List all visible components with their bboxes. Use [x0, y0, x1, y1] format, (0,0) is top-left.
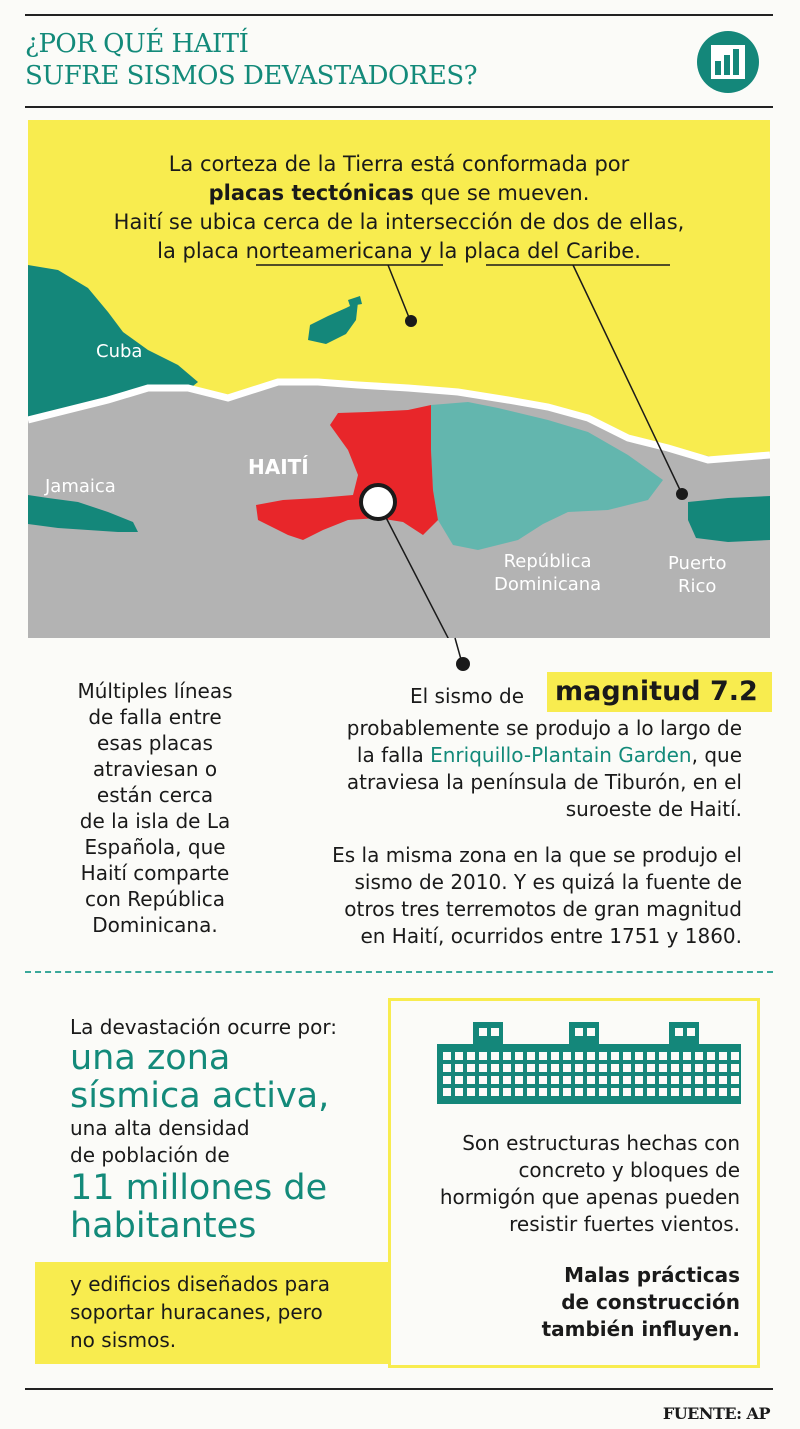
intro-bold: placas tectónicas	[208, 181, 414, 205]
p1-line: probablemente se produjo a lo largo de	[346, 716, 742, 740]
fault-name: Enriquillo-Plantain Garden	[430, 743, 692, 767]
building-window	[611, 1088, 619, 1096]
building-window	[587, 1088, 595, 1096]
label-rd-line1: República	[503, 551, 592, 572]
building-window	[515, 1088, 523, 1096]
intro-l4-e: .	[634, 239, 641, 263]
density-line-2: de población de	[70, 1143, 230, 1167]
building-window	[671, 1076, 679, 1084]
building-window	[443, 1064, 451, 1072]
sismo-prefix: El sismo de	[410, 684, 525, 708]
title-line-2: SUFRE SISMOS DEVASTADORES?	[25, 61, 478, 91]
p1-line	[290, 742, 742, 769]
structures-line: hormigón que apenas pueden	[439, 1185, 740, 1209]
building-window	[623, 1076, 631, 1084]
fault-line-text: Dominicana.	[92, 913, 218, 937]
building-window	[539, 1064, 547, 1072]
building-window	[695, 1088, 703, 1096]
building-window	[503, 1052, 511, 1060]
building-window	[695, 1064, 703, 1072]
building-window	[575, 1076, 583, 1084]
fault-line-text: Múltiples líneas	[77, 679, 233, 703]
building-window	[563, 1064, 571, 1072]
building-window	[659, 1088, 667, 1096]
p1-l2-a: la falla	[356, 743, 431, 767]
building-window	[687, 1028, 695, 1036]
building-window	[455, 1064, 463, 1072]
building-window	[671, 1088, 679, 1096]
building-window	[551, 1076, 559, 1084]
building-window	[455, 1076, 463, 1084]
building-window	[647, 1088, 655, 1096]
fault-line-text: atraviesan o	[92, 757, 218, 781]
building-window	[479, 1064, 487, 1072]
building-window	[491, 1088, 499, 1096]
label-cuba: Cuba	[96, 341, 143, 362]
building-window	[719, 1064, 727, 1072]
building-window	[599, 1052, 607, 1060]
building-window	[527, 1064, 535, 1072]
building-window	[659, 1052, 667, 1060]
building-window	[503, 1088, 511, 1096]
p2-line: en Haití, ocurridos entre 1751 y 1860.	[360, 924, 742, 948]
p2-line: sismo de 2010. Y es quizá la fuente de	[354, 870, 742, 894]
building-window	[731, 1088, 739, 1096]
building-window	[467, 1064, 475, 1072]
building-window	[455, 1088, 463, 1096]
intro-line-3: Haití se ubica cerca de la intersección de dos de ellas,	[113, 210, 685, 234]
title-line-1: ¿POR QUÉ HAITÍ	[25, 29, 249, 59]
density-line-1: una alta densidad	[70, 1116, 250, 1140]
building-window	[731, 1064, 739, 1072]
building-window	[491, 1052, 499, 1060]
building-window	[707, 1052, 715, 1060]
source-credit: FUENTE: AP	[662, 1404, 770, 1423]
building-window	[731, 1076, 739, 1084]
building-window	[599, 1064, 607, 1072]
building-window	[563, 1088, 571, 1096]
building-window	[623, 1088, 631, 1096]
building-window	[443, 1052, 451, 1060]
building-window	[587, 1064, 595, 1072]
bad-practices-line: Malas prácticas	[564, 1263, 740, 1287]
building-window	[479, 1052, 487, 1060]
building-window	[467, 1088, 475, 1096]
section-divider	[25, 971, 773, 973]
building-window	[467, 1052, 475, 1060]
building-window	[611, 1064, 619, 1072]
building-window	[563, 1052, 571, 1060]
building-window	[575, 1064, 583, 1072]
building-window	[623, 1052, 631, 1060]
fault-line-text: Española, que	[84, 835, 226, 859]
building-window	[515, 1052, 523, 1060]
structures-line: Son estructuras hechas con	[462, 1131, 740, 1155]
building-window	[479, 1088, 487, 1096]
building-window	[491, 1076, 499, 1084]
building-window	[491, 1028, 499, 1036]
epicenter-pointer-dot	[456, 657, 470, 671]
p2-line: Es la misma zona en la que se produjo el	[332, 843, 742, 867]
building-window	[563, 1076, 571, 1084]
bad-practices-line: de construcción	[561, 1290, 740, 1314]
building-window	[647, 1052, 655, 1060]
building-window	[551, 1064, 559, 1072]
building-window	[623, 1064, 631, 1072]
fault-line-text: con República	[85, 887, 225, 911]
label-jamaica: Jamaica	[45, 476, 116, 497]
building-window	[539, 1088, 547, 1096]
population-line-1: 11 millones de	[70, 1168, 328, 1208]
structures-line: resistir fuertes vientos.	[509, 1212, 740, 1236]
bad-practices-text	[395, 1262, 740, 1343]
fault-lines-text	[40, 678, 270, 938]
building-window	[611, 1076, 619, 1084]
bad-practices-line: también influyen.	[541, 1317, 740, 1341]
building-window	[587, 1076, 595, 1084]
building-window	[683, 1052, 691, 1060]
building-window	[719, 1088, 727, 1096]
building-window	[539, 1052, 547, 1060]
building-window	[683, 1076, 691, 1084]
building-window	[587, 1052, 595, 1060]
hurricane-text	[70, 1270, 330, 1354]
p1-line: suroeste de Haití.	[565, 797, 742, 821]
intro-l4-c: y la	[412, 239, 465, 263]
label-pr-line1: Puerto	[668, 553, 727, 574]
building-window	[467, 1076, 475, 1084]
building-window	[575, 1028, 583, 1036]
building-window	[527, 1088, 535, 1096]
building-window	[719, 1052, 727, 1060]
hurricane-line: no sismos.	[70, 1328, 177, 1352]
bottom-rule	[25, 1388, 773, 1390]
fault-line-text: Haití comparte	[80, 861, 230, 885]
building-window	[539, 1076, 547, 1084]
building-window	[719, 1076, 727, 1084]
population-line-2: habitantes	[70, 1206, 257, 1246]
building-window	[671, 1052, 679, 1060]
building-window	[515, 1064, 523, 1072]
building-window	[647, 1076, 655, 1084]
hurricane-line: soportar huracanes, pero	[70, 1300, 323, 1324]
building-window	[479, 1028, 487, 1036]
building-window	[683, 1064, 691, 1072]
label-rd-line2: Dominicana	[494, 574, 602, 595]
building-window	[635, 1088, 643, 1096]
building-window	[731, 1052, 739, 1060]
buildings-icon	[437, 1022, 741, 1104]
building-window	[611, 1052, 619, 1060]
building-window	[551, 1052, 559, 1060]
building-window	[707, 1064, 715, 1072]
intro-line-2-rest: que se mueven.	[413, 181, 590, 205]
label-haiti: HAITÍ	[248, 455, 309, 479]
building-window	[491, 1064, 499, 1072]
active-zone-line-2: sísmica activa,	[70, 1076, 330, 1116]
epicenter-extension-svg	[0, 0, 800, 700]
building-window	[659, 1064, 667, 1072]
building-window	[695, 1076, 703, 1084]
building-window	[707, 1076, 715, 1084]
building-window	[527, 1076, 535, 1084]
building-window	[503, 1076, 511, 1084]
fault-line-text: están cerca	[96, 783, 214, 807]
active-zone-line-1: una zona	[70, 1038, 231, 1078]
sismo-paragraph-2	[290, 842, 742, 950]
building-window	[575, 1052, 583, 1060]
building-window	[515, 1076, 523, 1084]
building-window	[455, 1052, 463, 1060]
sismo-paragraph-1	[290, 715, 742, 823]
structures-line: concreto y bloques de	[518, 1158, 740, 1182]
building-window	[503, 1064, 511, 1072]
intro-line-1: La corteza de la Tierra está conformada por	[168, 152, 630, 176]
devastation-lead-text: La devastación ocurre por:	[70, 1015, 337, 1039]
map-intro	[28, 150, 770, 266]
building-window	[635, 1052, 643, 1060]
building-window	[647, 1064, 655, 1072]
fault-line-text: de falla entre	[88, 705, 222, 729]
building-window	[479, 1076, 487, 1084]
building-window	[675, 1028, 683, 1036]
p1-l2-c: , que	[691, 743, 742, 767]
building-window	[635, 1076, 643, 1084]
fault-line-text: de la isla de La	[79, 809, 231, 833]
label-pr-line2: Rico	[678, 576, 717, 597]
fault-line-text: esas placas	[97, 731, 213, 755]
intro-line-4	[28, 237, 770, 266]
building-window	[575, 1088, 583, 1096]
devastation-lead	[70, 1015, 337, 1245]
p1-line: atraviesa la península de Tiburón, en el	[346, 770, 742, 794]
magnitude-value: magnitud 7.2	[555, 676, 758, 707]
building-window	[551, 1088, 559, 1096]
building-window	[599, 1076, 607, 1084]
building-window	[635, 1064, 643, 1072]
building-window	[659, 1076, 667, 1084]
building-window	[671, 1064, 679, 1072]
building-window	[443, 1088, 451, 1096]
intro-l4-a: la placa	[157, 239, 246, 263]
p2-line: otros tres terremotos de gran magnitud	[344, 897, 742, 921]
intro-l4-b: norteamericana	[245, 239, 413, 263]
intro-line-2	[28, 179, 770, 208]
building-window	[587, 1028, 595, 1036]
intro-l4-d: placa del Caribe	[464, 239, 635, 263]
structures-text	[395, 1130, 740, 1238]
building-window	[527, 1052, 535, 1060]
building-window	[695, 1052, 703, 1060]
building-window	[707, 1088, 715, 1096]
building-window	[599, 1088, 607, 1096]
building-window	[683, 1088, 691, 1096]
building-window	[443, 1076, 451, 1084]
hurricane-line: y edificios diseñados para	[70, 1272, 330, 1296]
